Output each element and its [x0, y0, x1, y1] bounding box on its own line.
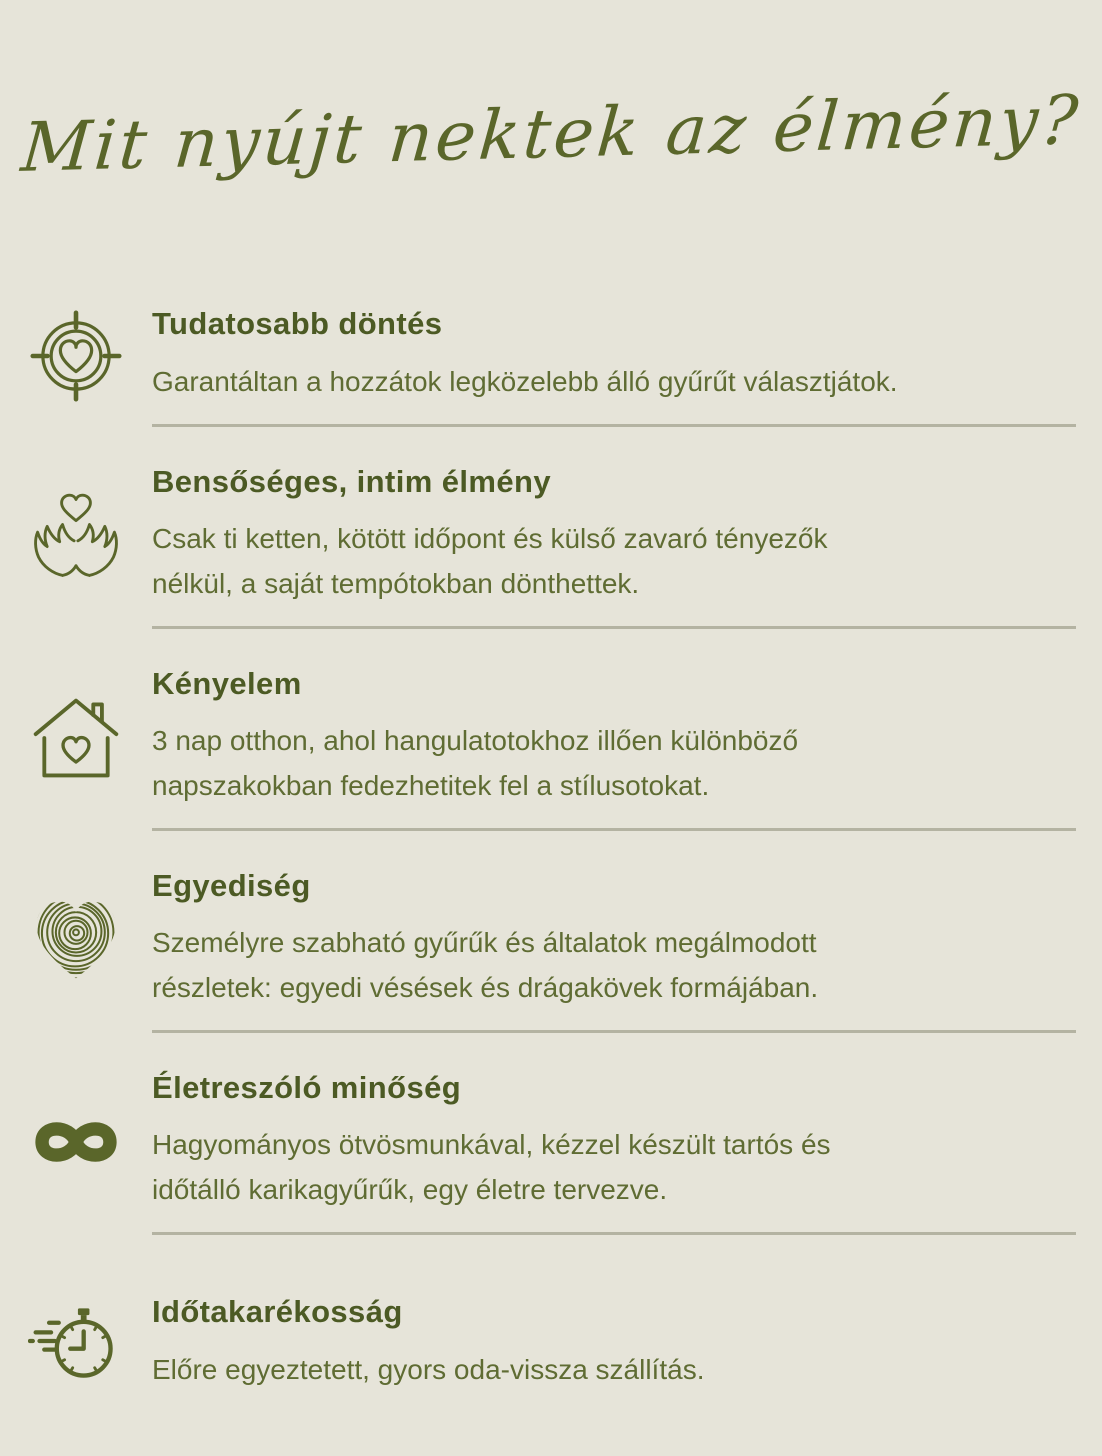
section-divider [152, 1030, 1076, 1033]
section-divider [152, 626, 1076, 629]
benefit-content [152, 305, 1102, 426]
benefit-title: Tudatosabb döntés [152, 306, 443, 342]
benefit-text-line: Személyre szabható gyűrűk és általatok megálmodott [152, 927, 817, 959]
benefit-title: Egyediség [152, 867, 311, 903]
house-heart-icon [0, 665, 152, 831]
benefit-section-bensoseges-intim-elmeny [0, 427, 1102, 629]
benefit-section-idotakarekossag [0, 1235, 1102, 1409]
benefit-title: Időtakarékosság [152, 1294, 403, 1330]
benefit-text-line: napszakokban fedezhetitek fel a stílusotokat. [152, 769, 710, 801]
benefit-section-tudatosabb-dontes [0, 269, 1102, 426]
page-header [0, 0, 1102, 187]
benefit-text-line: Hagyományos ötvösmunkával, kézzel készült tartós és [152, 1129, 831, 1161]
section-divider [152, 424, 1076, 427]
benefit-section-egyediseg [0, 831, 1102, 1033]
benefit-text-line: Előre egyeztetett, gyors oda-vissza szállítás. [152, 1353, 705, 1385]
benefit-title: Bensőséges, intim élmény [152, 463, 551, 499]
benefit-text-line: nélkül, a saját tempótokban dönthettek. [152, 567, 640, 599]
infinity-icon [0, 1069, 152, 1235]
benefit-content [152, 867, 1102, 1033]
benefit-text-line: Garantáltan a hozzátok legközelebb álló gyűrűt választjátok. [152, 365, 898, 397]
benefit-content [152, 665, 1102, 831]
benefit-text-line: Csak ti ketten, kötött időpont és külső zavaró tényezők [152, 522, 828, 554]
benefit-title: Kényelem [152, 665, 302, 701]
hands-heart-icon [0, 463, 152, 629]
page-title: Mit nyújt nektek az élmény? [18, 81, 1084, 188]
stopwatch-icon [0, 1293, 152, 1409]
benefit-section-eletreszolo-minoseg [0, 1033, 1102, 1235]
benefit-content [152, 1293, 1102, 1409]
benefit-text-line: 3 nap otthon, ahol hangulatotokhoz illően különböző [152, 724, 799, 756]
section-divider [152, 1232, 1076, 1235]
benefit-content [152, 1069, 1102, 1235]
section-divider [152, 828, 1076, 831]
benefit-text-line: részletek: egyedi vésések és drágakövek formájában. [152, 972, 819, 1004]
benefit-title: Életreszóló minőség [152, 1070, 462, 1106]
benefit-text-line: időtálló karikagyűrűk, egy életre tervezve. [152, 1174, 668, 1206]
fingerprint-heart-icon [0, 867, 152, 1033]
target-heart-icon [0, 305, 152, 426]
benefit-content [152, 463, 1102, 629]
benefit-section-kenyelem [0, 629, 1102, 831]
